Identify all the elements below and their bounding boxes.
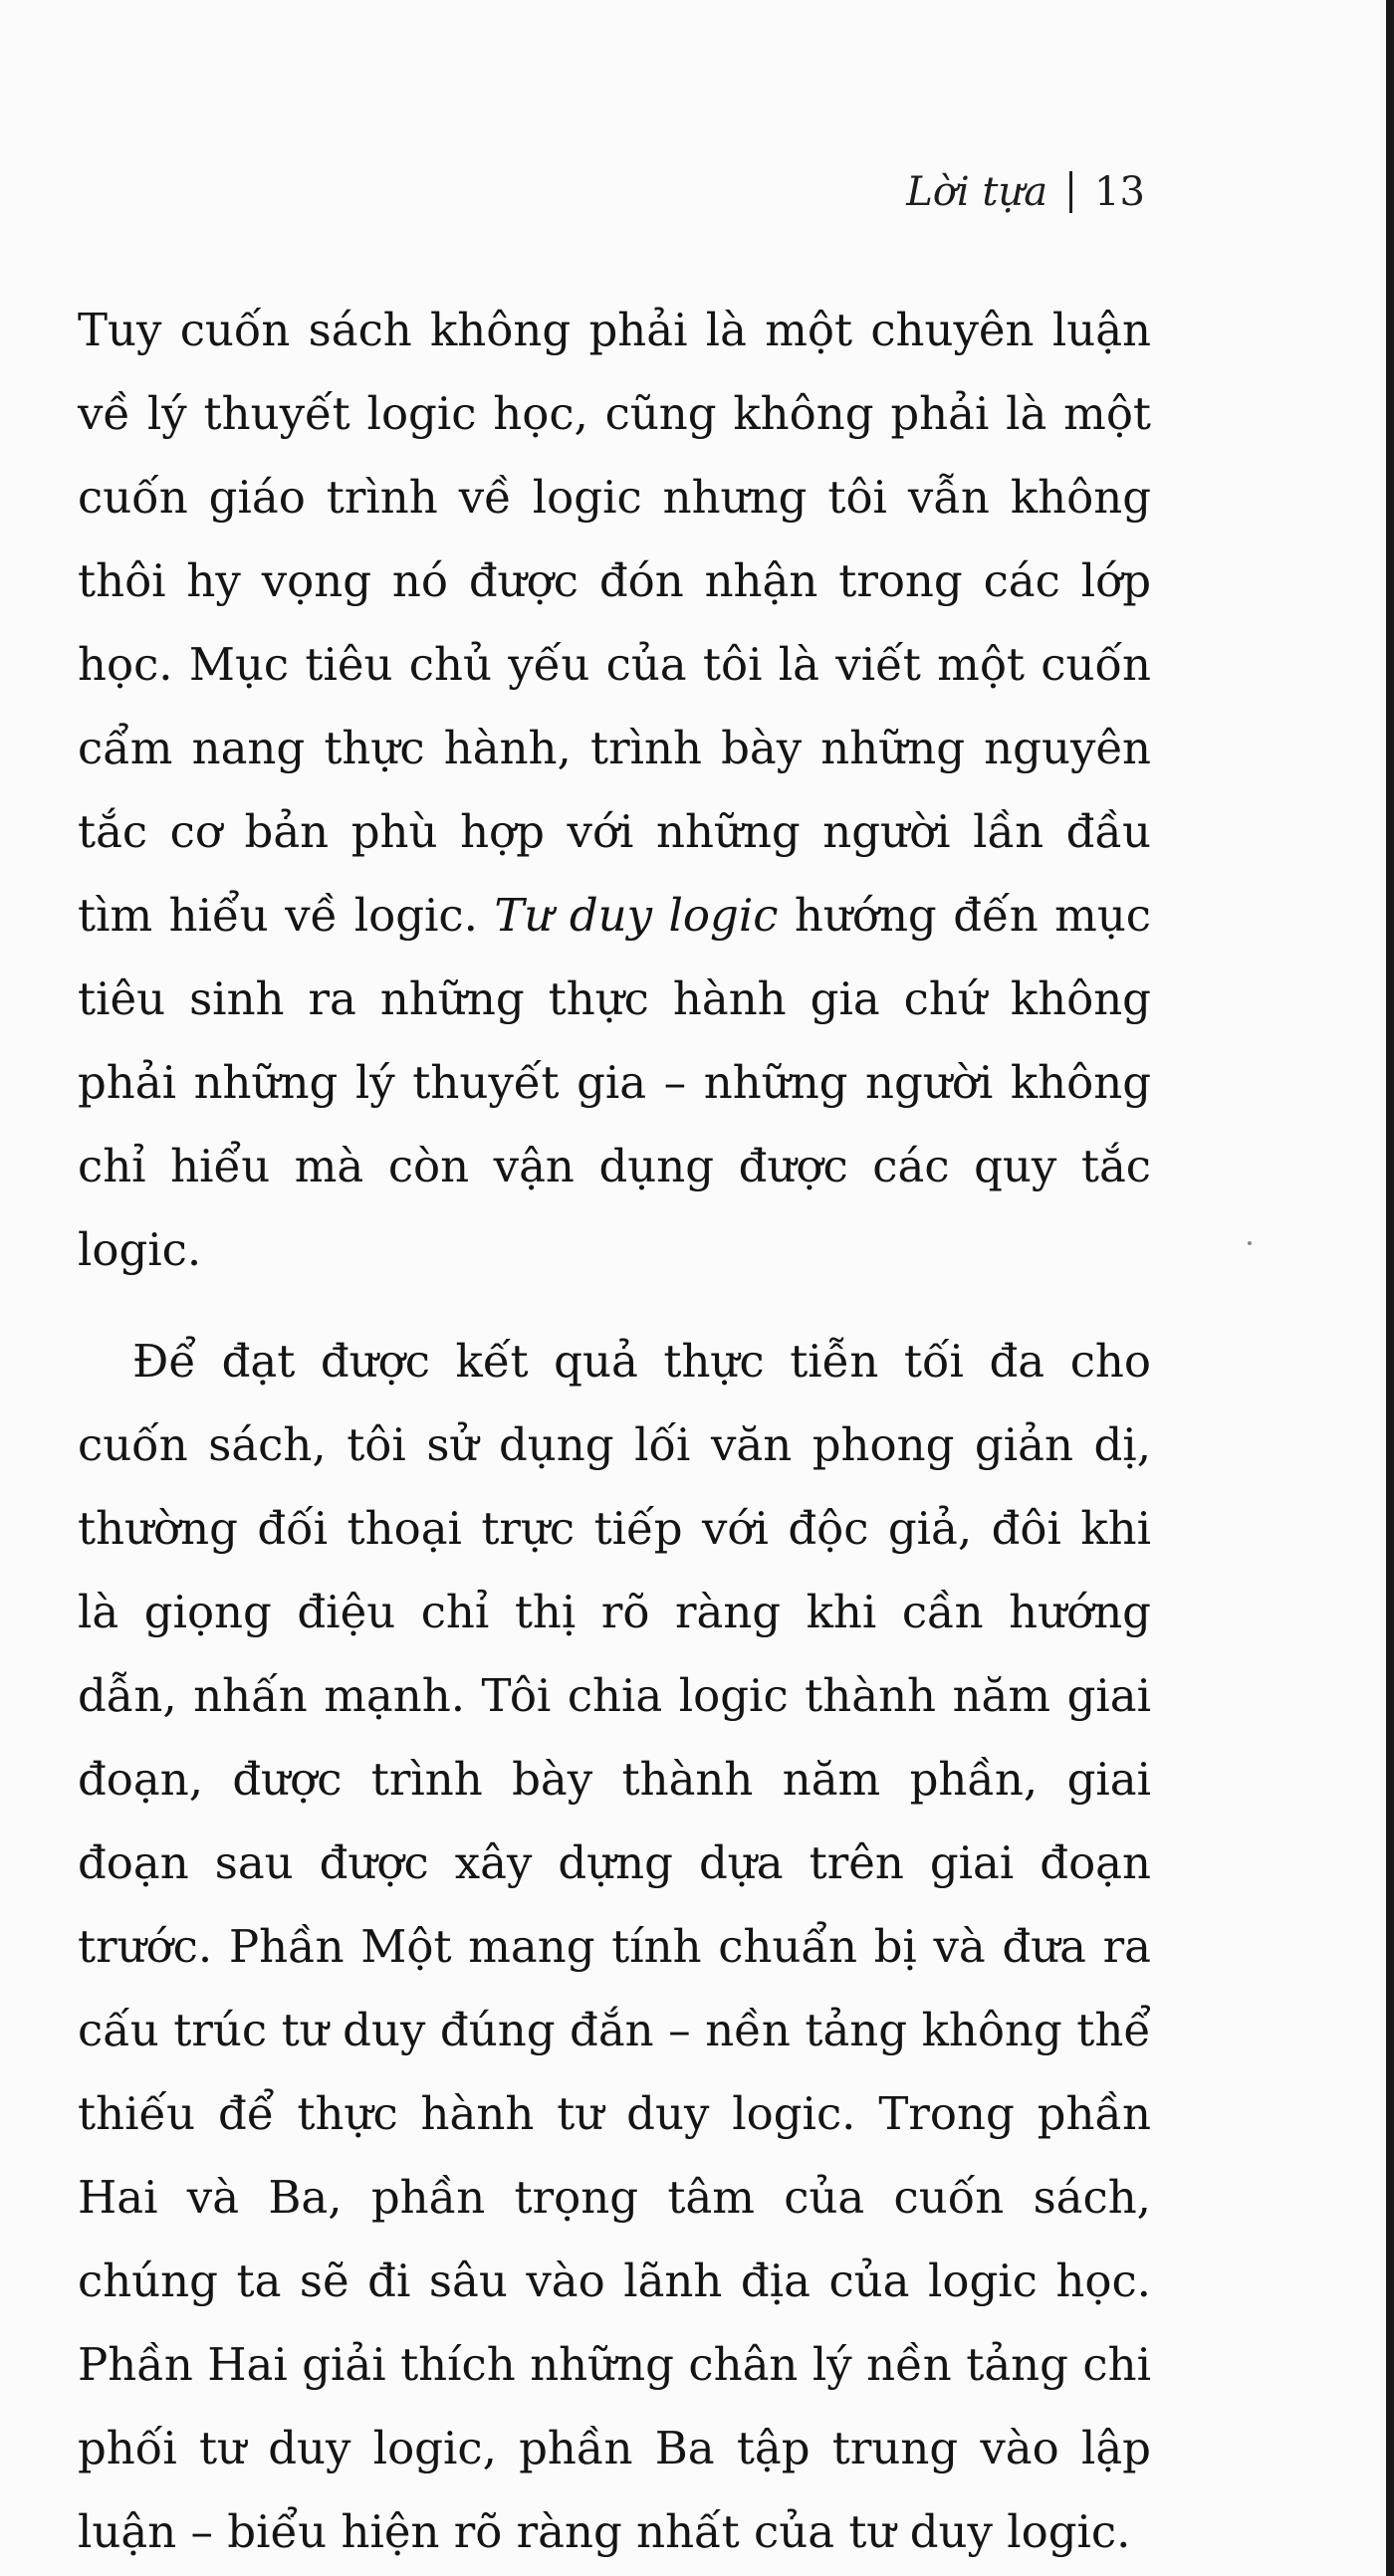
section-title: Lời tựa [906, 169, 1048, 215]
header-separator [1069, 171, 1072, 213]
paragraph-1-text-after: hướng đến mục tiêu sinh ra những thực hành gia chứ không phải những lý thuyết gia – những người không chỉ hiểu mà còn vận dụng được các quy tắc logic. [78, 889, 1152, 1276]
page-number: 13 [1094, 169, 1145, 215]
body-text [78, 289, 1151, 2574]
paragraph-1-text-before: Tuy cuốn sách không phải là một chuyên luận về lý thuyết logic học, cũng không phải là một cuốn giáo trình về logic nhưng tôi vẫn không thôi hy vọng nó được đón nhận trong các lớp học. Mục tiêu chủ yếu của tôi là viết một cuốn cẩm nang thực hành, trình bày những nguyên tắc cơ bản phù hợp với những người lần đầu tìm hiểu về logic. [78, 304, 1151, 942]
paragraph-1 [78, 289, 1151, 1292]
paragraph-2: Để đạt được kết quả thực tiễn tối đa cho cuốn sách, tôi sử dụng lối văn phong giản dị, thường đối thoại trực tiếp với độc giả, đôi khi là giọng điệu chỉ thị rõ ràng khi cần hướng dẫn, nhấn mạnh. Tôi chia logic thành năm giai đoạn, được trình bày thành năm phần, giai đoạn sau được xây dựng dựa trên giai đoạn trước. Phần Một mang tính chuẩn bị và đưa ra cấu trúc tư duy đúng đắn – nền tảng không thể thiếu để thực hành tư duy logic. Trong phần Hai và Ba, phần trọng tâm của cuốn sách, chúng ta sẽ đi sâu vào lãnh địa của logic học. Phần Hai giải thích những chân lý nền tảng chi phối tư duy logic, phần Ba tập trung vào lập luận – biểu hiện rõ ràng nhất của tư duy logic. [78, 1335, 1151, 2558]
book-title-italic: Tư duy logic [494, 889, 779, 942]
paper-speck [1248, 1241, 1252, 1245]
running-header [906, 169, 1145, 215]
page-edge-shadow [1386, 0, 1394, 2576]
